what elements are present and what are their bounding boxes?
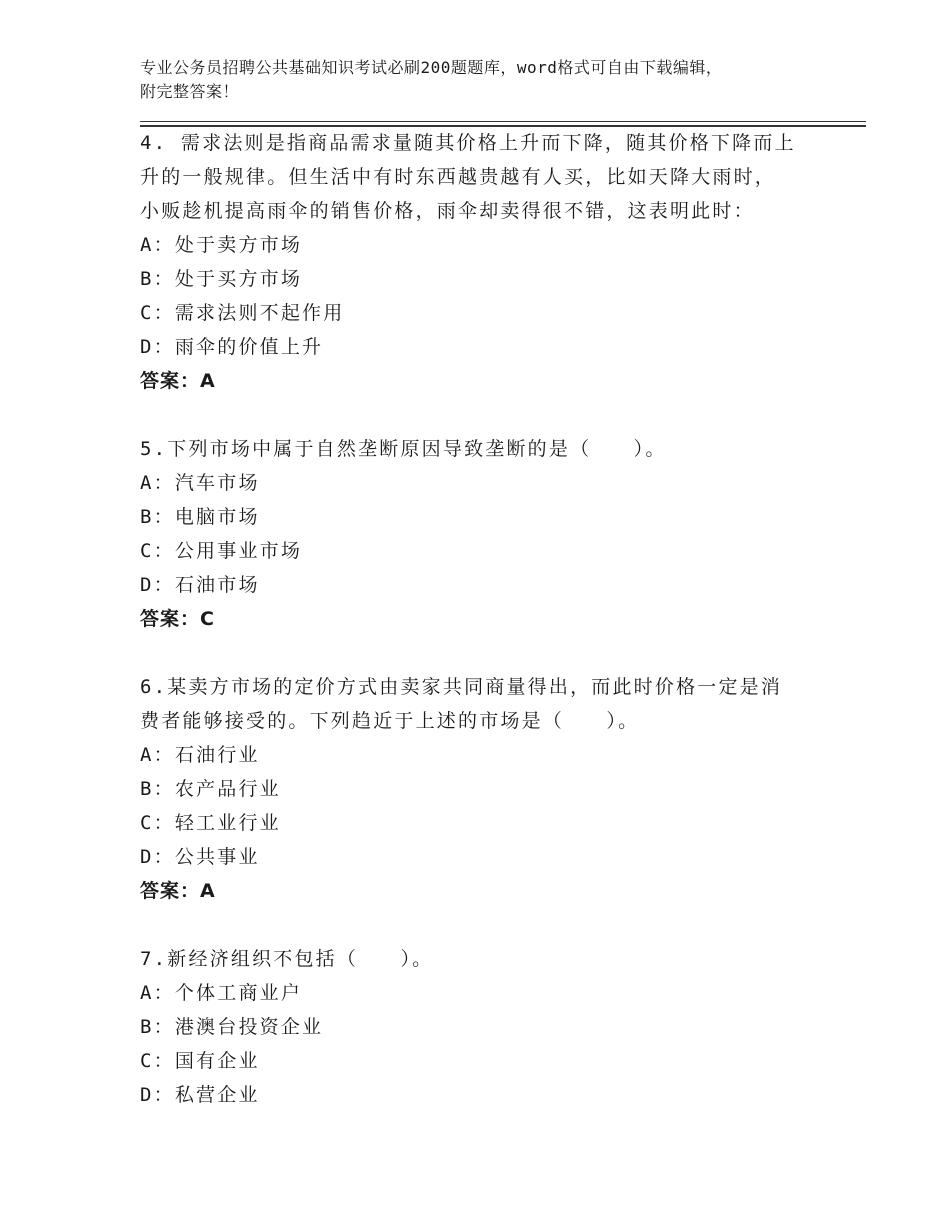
option-b: B：农产品行业 (140, 778, 281, 800)
page-header (140, 56, 840, 104)
question-stem-line: 7.新经济组织不包括（ ）。 (140, 948, 434, 970)
spacer (140, 908, 820, 942)
question-stem-line: 4. 需求法则是指商品需求量随其价格上升而下降，随其价格下降而上 (140, 132, 796, 154)
option-a: A：汽车市场 (140, 472, 260, 494)
spacer (140, 636, 820, 670)
question-4 (140, 126, 820, 398)
question-stem-line: 5.下列市场中属于自然垄断原因导致垄断的是（ ）。 (140, 438, 667, 460)
question-7 (140, 942, 820, 1112)
option-d: D：私营企业 (140, 1084, 260, 1106)
option-a: A：石油行业 (140, 744, 260, 766)
answer: 答案：C (140, 608, 215, 630)
header-divider (140, 121, 866, 122)
header-line-1: 专业公务员招聘公共基础知识考试必刷200题题库，word格式可自由下载编辑， (140, 58, 723, 77)
question-5 (140, 432, 820, 636)
question-stem-line: 6.某卖方市场的定价方式由卖家共同商量得出，而此时价格一定是消 (140, 676, 783, 698)
option-c: C：轻工业行业 (140, 812, 281, 834)
option-a: A：个体工商业户 (140, 982, 303, 1004)
option-b: B：港澳台投资企业 (140, 1016, 324, 1038)
option-a: A：处于卖方市场 (140, 234, 303, 256)
header-line-2: 附完整答案！ (140, 82, 240, 101)
question-stem-line: 升的一般规律。但生活中有时东西越贵越有人买，比如天降大雨时， (140, 166, 777, 188)
option-d: D：公共事业 (140, 846, 260, 868)
option-c: C：需求法则不起作用 (140, 302, 345, 324)
answer: 答案：A (140, 370, 216, 392)
spacer (140, 398, 820, 432)
option-b: B：处于买方市场 (140, 268, 303, 290)
option-b: B：电脑市场 (140, 506, 260, 528)
question-6 (140, 670, 820, 908)
option-d: D：石油市场 (140, 574, 260, 596)
answer: 答案：A (140, 880, 216, 902)
question-list (140, 126, 820, 1112)
option-c: C：国有企业 (140, 1050, 260, 1072)
question-stem-line: 小贩趁机提高雨伞的销售价格，雨伞却卖得很不错，这表明此时： (140, 200, 755, 222)
question-stem-line: 费者能够接受的。下列趋近于上述的市场是（ ）。 (140, 710, 640, 732)
option-c: C：公用事业市场 (140, 540, 303, 562)
option-d: D：雨伞的价值上升 (140, 336, 324, 358)
